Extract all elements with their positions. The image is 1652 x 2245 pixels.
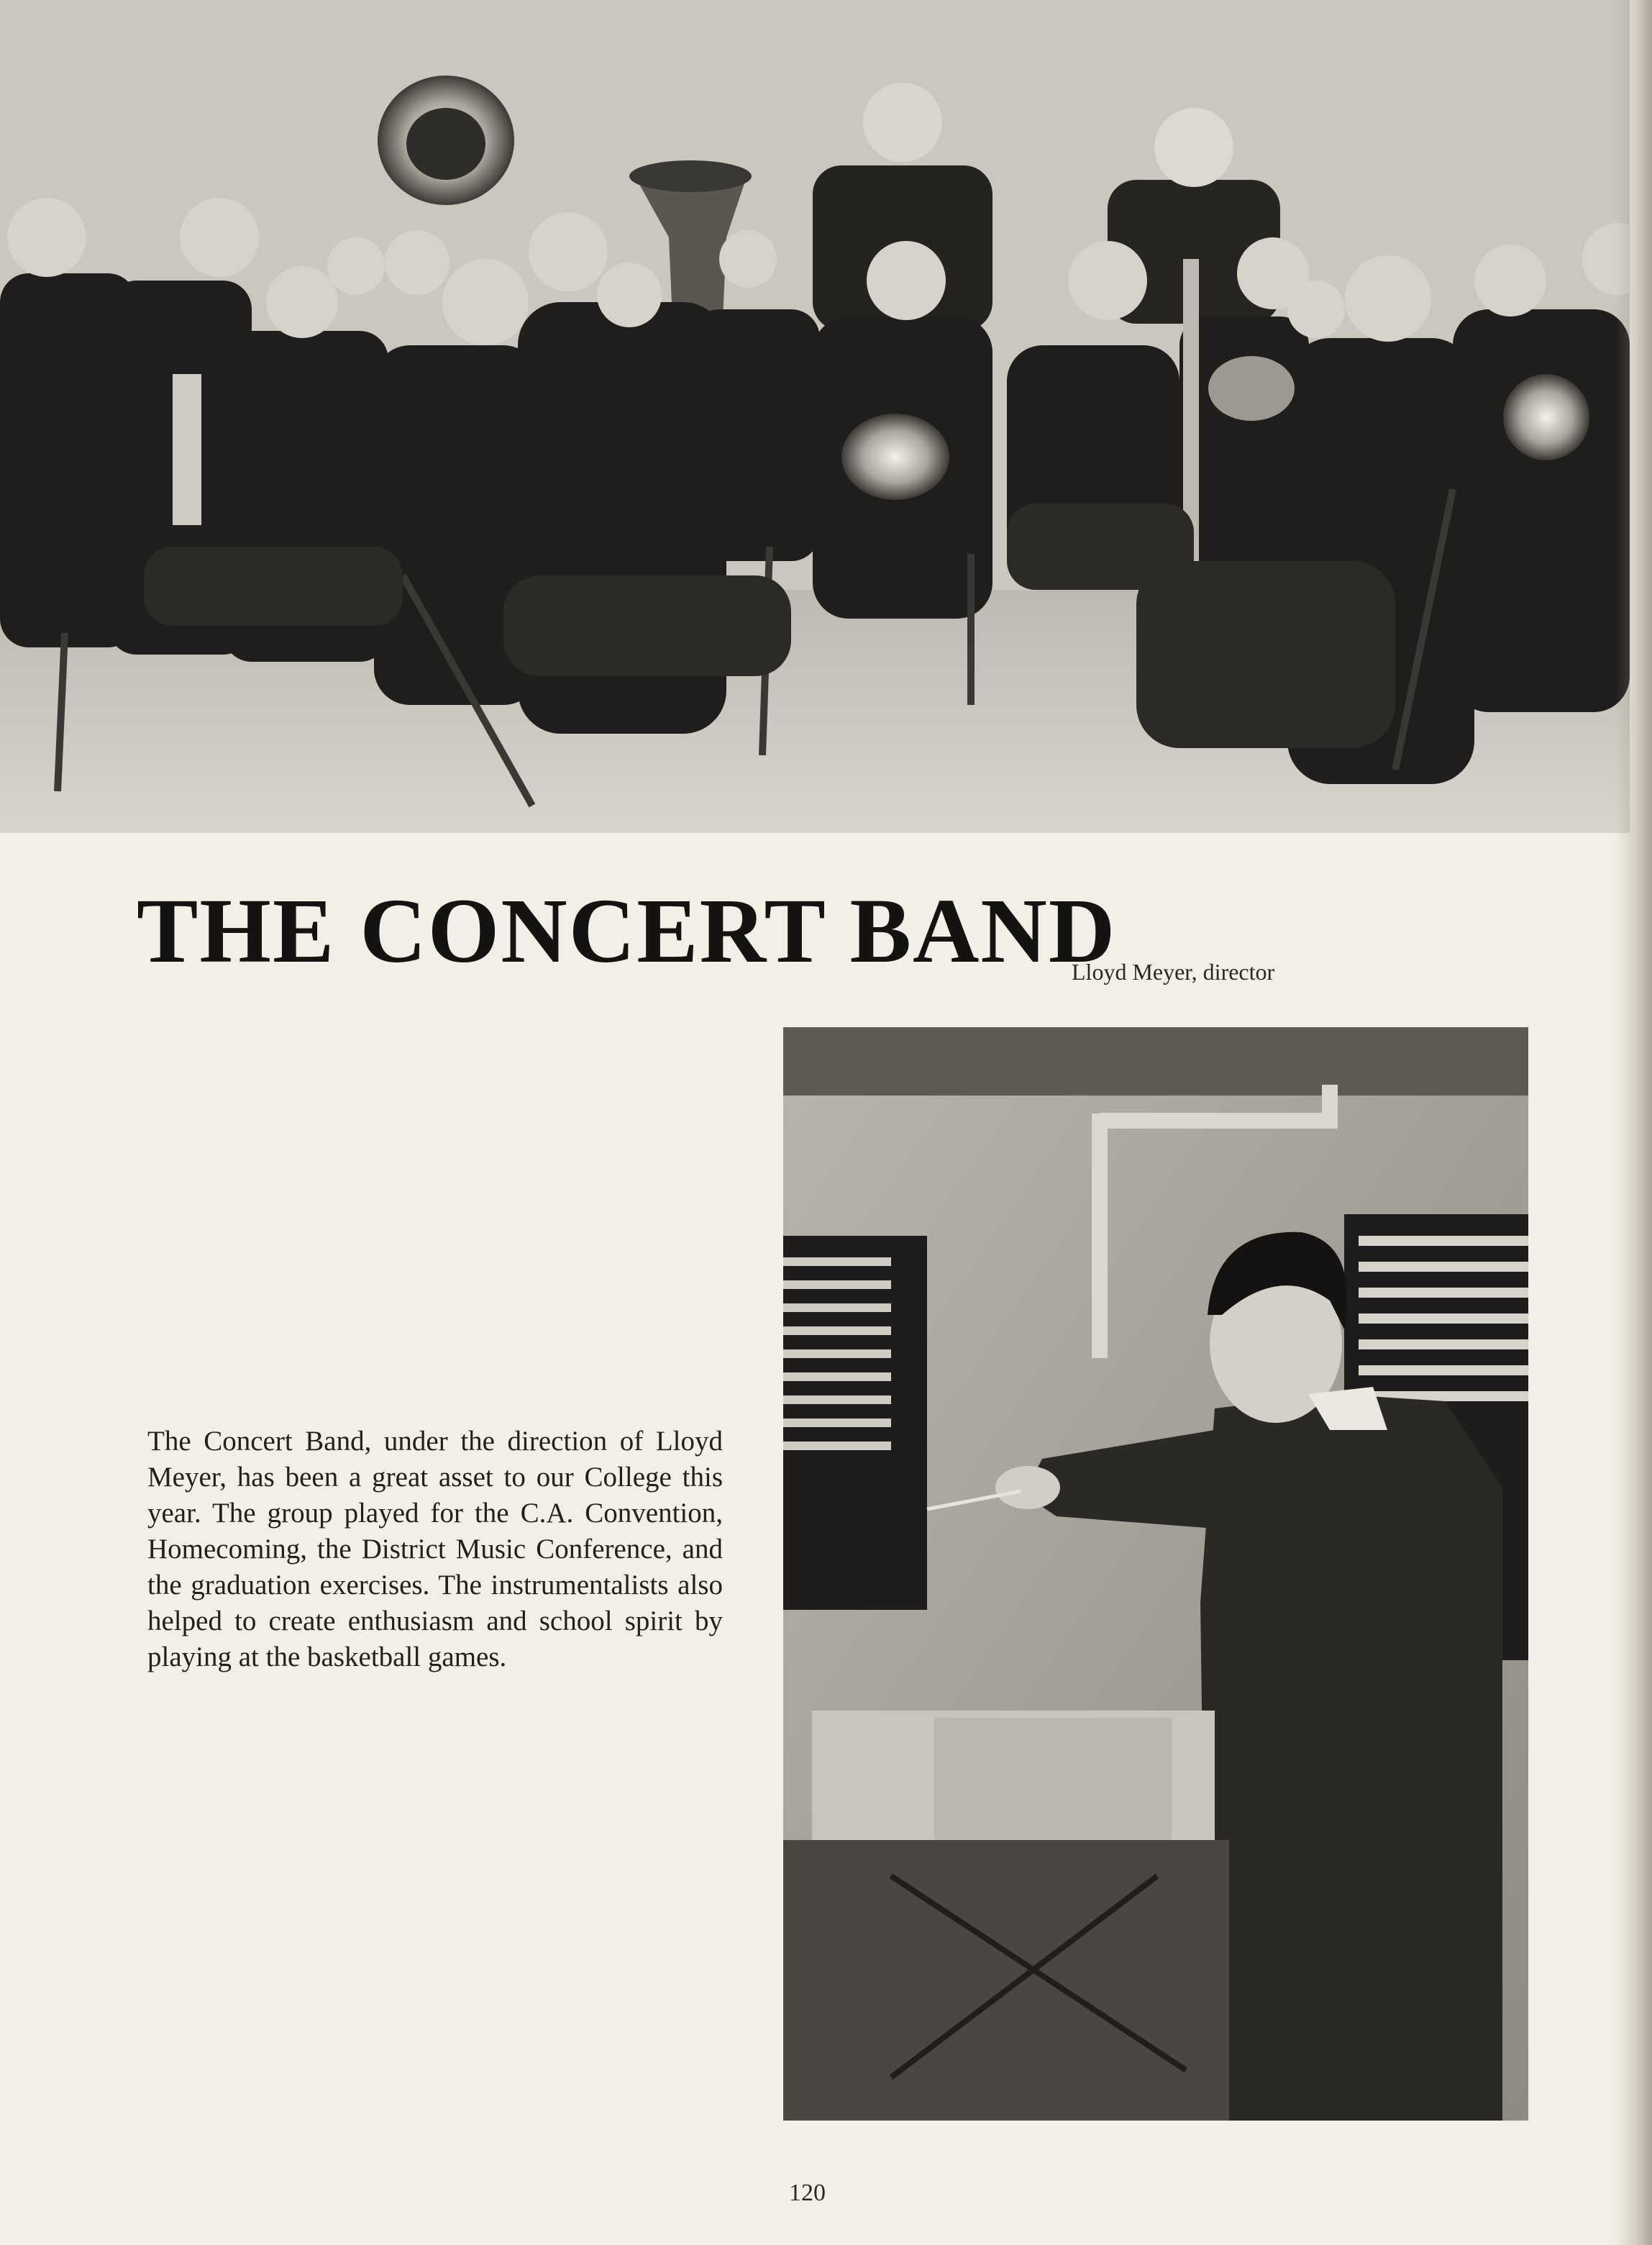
article-body: The Concert Band, under the direction of Lloyd Meyer, has been a great asset to our College this year. The group played for the C.A. Convention, Homecoming, the District Music Conference, and the graduation exercises. The instrumentalists also helped to create enthusiasm and school spirit by playing at the basketball games. — [147, 1426, 723, 1672]
conductor-photo — [783, 1027, 1528, 2121]
band-photo-illustration — [0, 0, 1630, 833]
page-title: THE CONCERT BAND — [137, 880, 1117, 982]
page-number: 120 — [789, 2180, 826, 2206]
photo-caption: Lloyd Meyer, director — [1072, 959, 1275, 985]
conductor-photo-illustration — [783, 1027, 1528, 2121]
page-binding-shadow — [1615, 0, 1652, 2245]
band-photo — [0, 0, 1630, 833]
